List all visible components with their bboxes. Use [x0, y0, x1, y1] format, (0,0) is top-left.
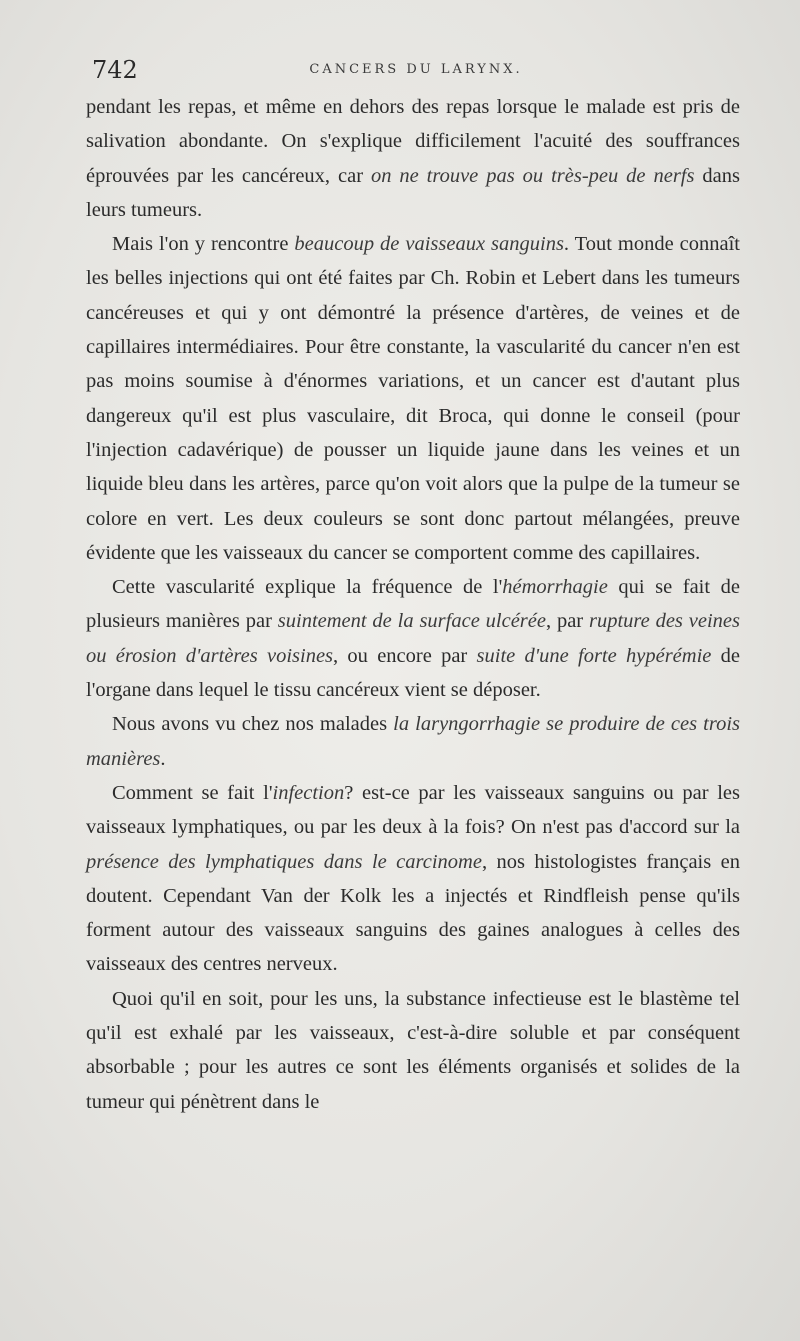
- text-run: qui se fait de plusieurs manières par: [86, 576, 740, 633]
- paragraph: [86, 570, 740, 707]
- italic-text: la laryngorrhagie se produire de ces trois manières: [86, 713, 740, 770]
- text-run: Nous avons vu chez nos malades: [112, 713, 394, 736]
- text-run: Comment se fait l': [112, 781, 273, 804]
- text-run: .: [160, 747, 166, 770]
- italic-text: présence des lymphatiques dans le carcinome: [86, 850, 482, 873]
- page-number: 742: [92, 56, 138, 84]
- italic-text: rupture des veines ou érosion d'artères voisines: [86, 610, 740, 667]
- italic-text: infection: [272, 781, 345, 804]
- text-run: . Tout monde connaît les belles injections qui ont été faites par Ch. Robin et Lebert dans les tumeurs cancéreuses et qui y ont démontré la présence d'artères, de veines et de capillaires intermédiaires. Pour être constante, la vascularité du cancer n'en est pas moins soumise à d'énormes variations, et un cancer est d'autant plus dangereux qu'il est plus vasculaire, dit Broca, qui donne le conseil (pour l'injection cadavérique) de pousser un liquide jaune dans les veines et un liquide bleu dans les artères, parce qu'on voit alors que la pulpe de la tumeur se colore en vert. Les deux couleurs se sont donc partout mélangées, preuve évidente que les vaisseaux du cancer se comportent comme des capillaires.: [86, 233, 740, 564]
- text-run: ? est-ce par les vaisseaux sanguins ou par les vaisseaux lymphatiques, ou par les deux à la fois? On n'est pas d'accord sur la: [86, 781, 740, 839]
- text-run: pendant les repas, et même en dehors des repas lorsque le malade est pris de salivation abondante. On s'explique difficilement l'acuité des souffrances éprouvées par les cancéreux, car: [86, 96, 740, 187]
- text-run: dans leurs tumeurs.: [86, 164, 740, 221]
- running-head: CANCERS DU LARYNX.: [309, 62, 523, 77]
- paragraph: [86, 227, 740, 570]
- paragraph: [86, 707, 740, 776]
- text-run: de l'organe dans lequel le tissu cancéreux vient se déposer.: [86, 644, 740, 702]
- paragraph: [86, 90, 740, 227]
- text-run: , par: [545, 610, 589, 633]
- italic-text: suite d'une forte hypérémie: [476, 644, 712, 667]
- text-run: Quoi qu'il en soit, pour les uns, la substance infectieuse est le blastème tel qu'il est exhalé par les vaisseaux, c'est-à-dire soluble et par conséquent absorbable ; pour les autres ce sont les éléments organisés et solides de la tumeur qui pénètrent dans le: [86, 987, 740, 1113]
- italic-text: suintement de la surface ulcérée: [277, 610, 546, 633]
- italic-text: beaucoup de vaisseaux sanguins: [294, 233, 564, 256]
- italic-text: on ne trouve pas ou très-peu de nerfs: [370, 164, 695, 187]
- body-text: [86, 90, 740, 1119]
- text-run: , ou encore par: [333, 644, 477, 667]
- paragraph: [86, 982, 740, 1119]
- text-run: Mais l'on y rencontre: [112, 233, 295, 256]
- italic-text: hémorrhagie: [502, 576, 608, 599]
- text-run: Cette vascularité explique la fréquence de l': [112, 576, 503, 599]
- text-run: , nos histologistes français en doutent. Cependant Van der Kolk les a injectés et Rindfleish pense qu'ils forment autour des vaisseaux sanguins des gaines analogues à celles des vaisseaux des centres nerveux.: [86, 850, 740, 976]
- page-header: [92, 56, 740, 86]
- paragraph: [86, 776, 740, 982]
